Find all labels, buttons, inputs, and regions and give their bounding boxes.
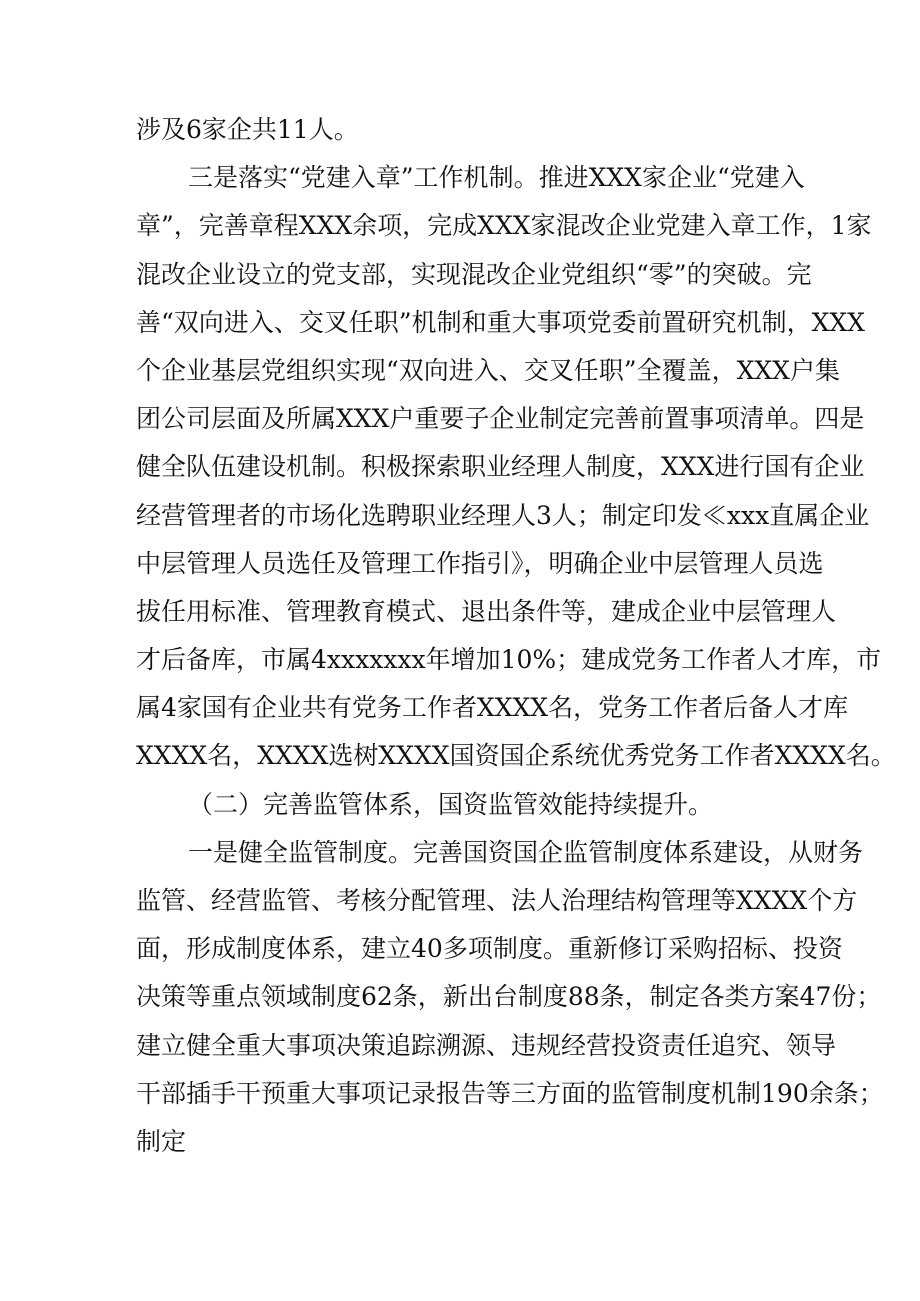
document-line: XXXX名，XXXX选树XXXX国资国企系统优秀党务工作者XXXX名。: [136, 741, 896, 771]
document-line: 面，形成制度体系，建立40多项制度。重新修订采购招标、投资: [136, 934, 843, 964]
document-line: 三是落实“党建入章”工作机制。推进XXX家企业“党建入: [188, 163, 805, 193]
document-line: 混改企业设立的党支部，实现混改企业党组织“零”的突破。完: [136, 259, 812, 289]
document-line: 中层管理人员选任及管理工作指引》，明确企业中层管理人员选: [136, 548, 824, 578]
document-line: 个企业基层党组织实现“双向进入、交叉任职”全覆盖，XXX户集: [136, 355, 840, 385]
document-line: 拔任用标准、管理教育模式、退出条件等，建成企业中层管理人: [136, 596, 837, 626]
document-line: 属4家国有企业共有党务工作者XXXX名，党务工作者后备人才库: [136, 693, 849, 723]
document-line: 监管、经营监管、考核分配管理、法人治理结构管理等XXXX个方: [136, 886, 858, 915]
document-line: 团公司层面及所属XXX户重要子企业制定完善前置事项清单。四是: [136, 404, 865, 434]
document-line: 才后备库，市属4xxxxxxx年增加10%；建成党务工作者人才库，市: [136, 645, 882, 675]
document-line: 涉及6家企共11人。: [136, 115, 359, 144]
document-line: 章”，完善章程XXX余项，完成XXX家混改企业党建入章工作，1家: [136, 211, 872, 241]
document-line: 制定: [136, 1126, 187, 1156]
document-line: （二）完善监管体系，国资监管效能持续提升。: [188, 789, 714, 819]
document-line: 善“双向进入、交叉任职”机制和重大事项党委前置研究机制，XXX: [136, 307, 865, 337]
document-line: 干部插手干预重大事项记录报告等三方面的监管制度机制190余条；: [136, 1078, 884, 1108]
document-line: 一是健全监管制度。完善国资国企监管制度体系建设，从财务: [188, 837, 864, 867]
document-line: 决策等重点领域制度62条，新出台制度88条，制定各类方案47份；: [136, 982, 882, 1012]
document-line: 健全队伍建设机制。积极探索职业经理人制度，XXX进行国有企业: [136, 452, 865, 482]
document-body: [136, 106, 896, 1166]
document-line: 经营管理者的市场化选聘职业经理人3人；制定印发≪xxx直属企业: [136, 500, 870, 530]
document-line: 建立健全重大事项决策追踪溯源、违规经营投资责任追究、领导: [136, 1030, 837, 1060]
